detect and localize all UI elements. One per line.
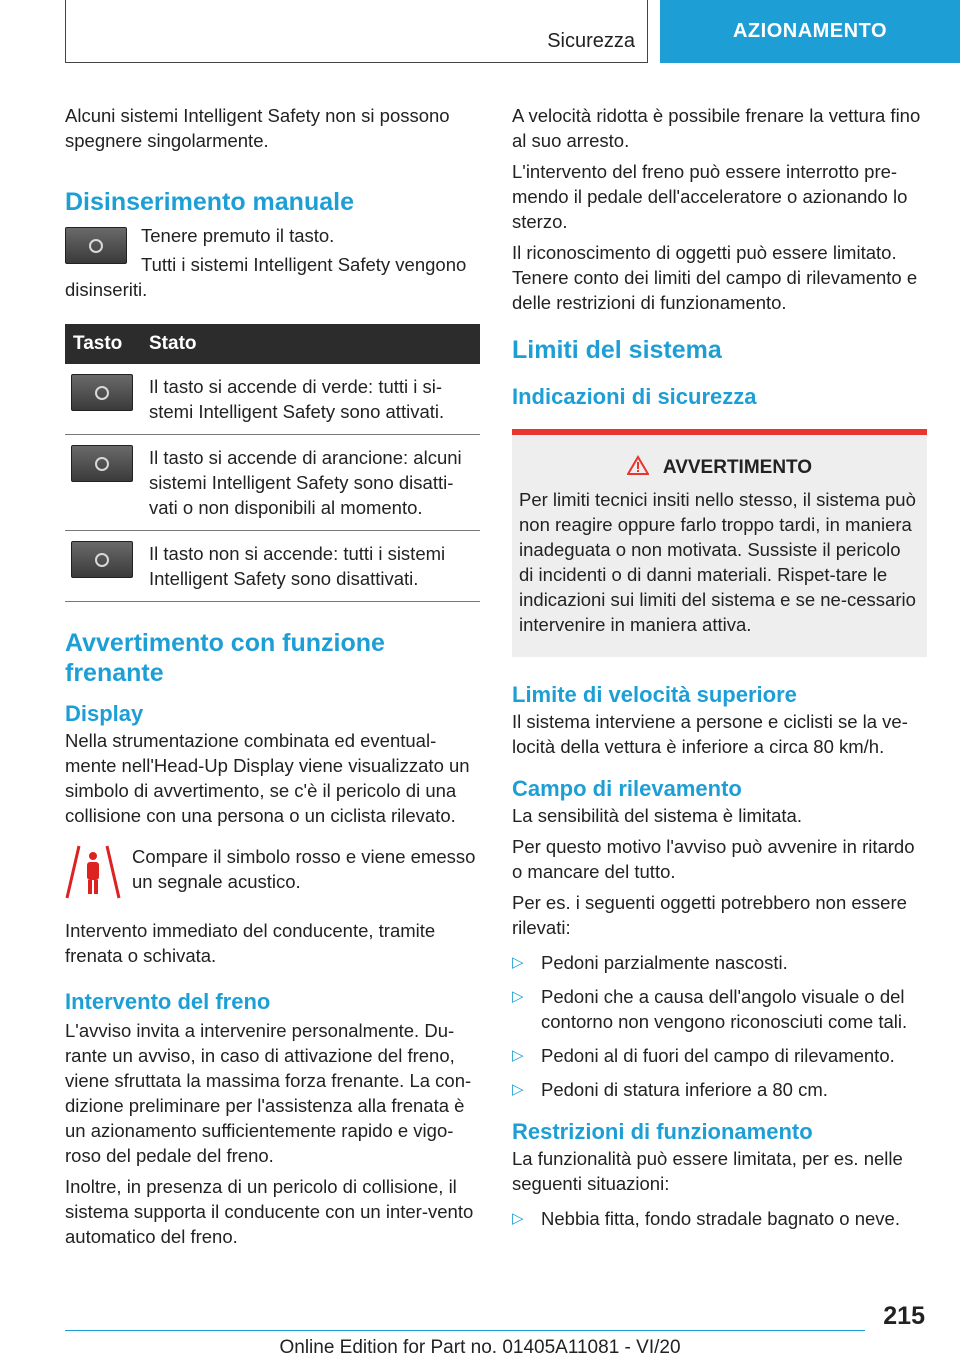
header-chapter-tab[interactable]: AZIONAMENTO (660, 0, 960, 63)
heading-restrictions: Restrizioni di funzionamento (512, 1119, 813, 1144)
list-item: ▷ Pedoni di statura inferiore a 80 cm. (512, 1077, 927, 1102)
pedestrian-warning-icon (65, 844, 121, 900)
intro-text: Alcuni sistemi Intelligent Safety non si possono spegnere singolarmente. (65, 105, 450, 151)
table-row (65, 531, 480, 602)
manual-result: Tutti i sistemi Intelligent Safety vengono disinseriti. (65, 254, 467, 300)
key-off-icon (71, 541, 133, 578)
col-key: Tasto (65, 324, 141, 364)
state-text: Il tasto si accende di arancione: alcuni sistemi Intelligent Safety sono disatti-vati o non disponibili al momento. (141, 435, 480, 531)
range-text-1: La sensibilità del sistema è limitata. (512, 805, 802, 826)
heading-speed: Limite di velocità superiore (512, 682, 797, 707)
symbol-text: Compare il simbolo rosso e viene emesso un segnale acustico. (132, 846, 476, 892)
range-list (512, 950, 927, 1102)
manual-step: Tenere premuto il tasto. (141, 225, 335, 246)
display-text: Nella strumentazione combinata ed eventual-mente nell'Head-Up Display viene visualizzato un simbolo di avvertimento, se c'è il pericolo di una collisione con una persona o un ciclista rilevato. (65, 730, 470, 826)
safety-key-icon (65, 227, 127, 264)
col-state: Stato (141, 324, 480, 364)
warning-box (512, 429, 927, 657)
key-orange-icon (71, 445, 133, 482)
heading-limits: Limiti del sistema (512, 336, 722, 364)
heading-range: Campo di rilevamento (512, 776, 742, 801)
brake-text-2: Inoltre, in presenza di un pericolo di collisione, il sistema supporta il conducente con un inter-vento automatico del freno. (65, 1176, 474, 1247)
state-text: Il tasto non si accende: tutti i sistemi Intelligent Safety sono disattivati. (141, 531, 480, 602)
state-text: Il tasto si accende di verde: tutti i si-stemi Intelligent Safety sono attivati. (141, 364, 480, 435)
footer-divider (65, 1330, 865, 1331)
heading-brake: Intervento del freno (65, 989, 271, 1014)
speed-intro: A velocità ridotta è possibile frenare la vettura fino al suo arresto. (512, 105, 921, 151)
range-text-3: Per es. i seguenti oggetti potrebbero non essere rilevati: (512, 892, 907, 938)
status-table (65, 324, 480, 602)
recognition-text: Il riconoscimento di oggetti può essere limitato. Tenere conto dei limiti del campo di rilevamento e delle restrizioni di funzionamento. (512, 242, 918, 313)
heading-manual: Disinserimento manuale (65, 188, 354, 216)
page-number: 215 (883, 1302, 925, 1330)
footer-edition: Online Edition for Part no. 01405A11081 - VI/20 (279, 1337, 681, 1358)
range-text-2: Per questo motivo l'avviso può avvenire in ritardo o mancare del tutto. (512, 836, 915, 882)
speed-text: Il sistema interviene a persone e ciclisti se la ve-locità della vettura è inferiore a circa 80 km/h. (512, 711, 908, 757)
restr-list (512, 1206, 927, 1231)
warning-title-row (519, 455, 920, 479)
header-section: Sicurezza (547, 30, 635, 52)
warning-text: Per limiti tecnici insiti nello stesso, il sistema può non reagire oppure farlo troppo tardi, in maniera inadeguata o non motivata. Sussiste il pericolo di incidenti o di danni materiali. Rispet-tare le indicazioni sui limiti del sistema e se ne-cessario intervenire in maniera attiva. (519, 489, 916, 635)
restr-text: La funzionalità può essere limitata, per es. nelle seguenti situazioni: (512, 1148, 903, 1194)
left-column (65, 103, 480, 1255)
brake-text-1: L'avviso invita a intervenire personalmente. Du-rante un avviso, in caso di attivazione del freno, viene sfruttata la massima forza frenante. La con-dizione preliminare per l'assistenza alla frenata è un azionamento sufficientemente rapido e vigo-roso del pedale del freno. (65, 1020, 472, 1166)
list-item: ▷ Pedoni che a causa dell'angolo visuale o del contorno non vengono riconosciuti come tali. (512, 984, 927, 1034)
warning-title: AVVERTIMENTO (662, 457, 813, 478)
heading-safety: Indicazioni di sicurezza (512, 384, 757, 409)
key-green-icon (71, 374, 133, 411)
table-row (65, 364, 480, 435)
right-column (512, 103, 927, 1240)
list-item: ▷ Nebbia fitta, fondo stradale bagnato o neve. (512, 1206, 927, 1231)
warning-triangle-icon (627, 455, 649, 475)
table-row (65, 435, 480, 531)
driver-text: Intervento immediato del conducente, tramite frenata o schivata. (65, 920, 436, 966)
heading-warning-brake: Avvertimento con funzione frenante (65, 629, 385, 687)
brake-interrupt: L'intervento del freno può essere interrotto pre-mendo il pedale dell'acceleratore o azionando lo sterzo. (512, 161, 908, 232)
list-item: ▷ Pedoni parzialmente nascosti. (512, 950, 927, 975)
heading-display: Display (65, 701, 144, 726)
list-item: ▷ Pedoni al di fuori del campo di rilevamento. (512, 1043, 927, 1068)
